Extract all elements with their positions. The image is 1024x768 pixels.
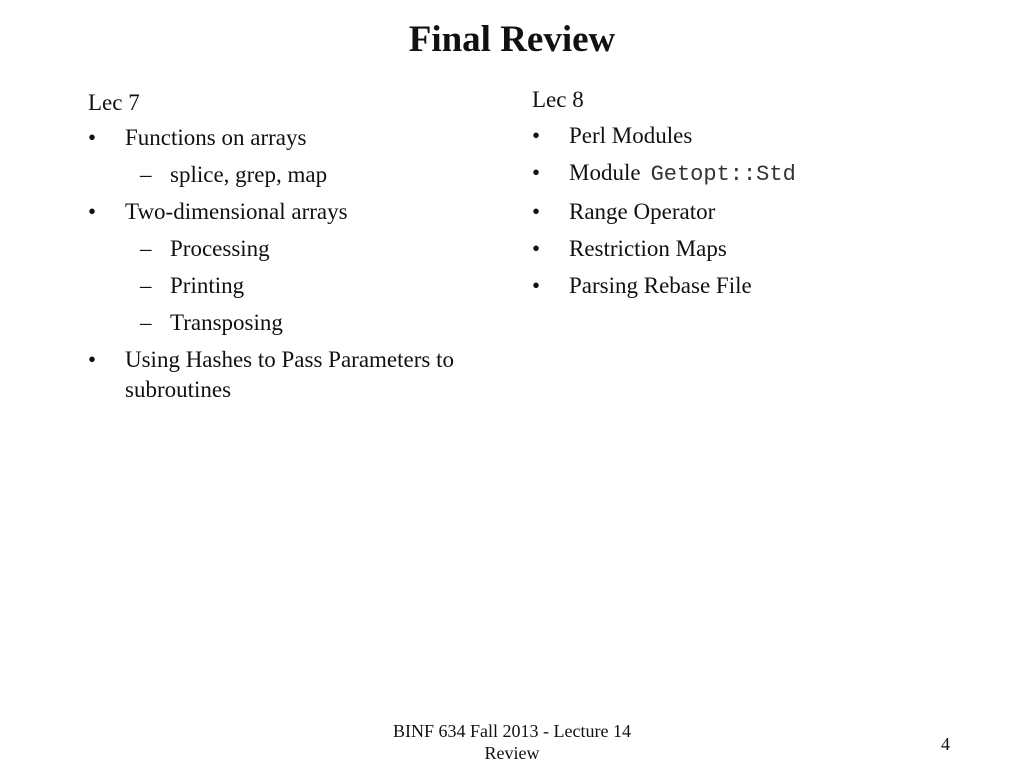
list-item-text: Two-dimensional arrays	[125, 199, 348, 224]
sub-list-item	[88, 160, 508, 190]
list-item	[532, 158, 952, 190]
sub-list-item	[88, 271, 508, 301]
bullet: •	[88, 199, 97, 224]
list-item	[88, 123, 508, 153]
sub-list-item-text: Transposing	[170, 310, 283, 335]
bullet: •	[88, 347, 97, 372]
list-item-text: Restriction Maps	[569, 236, 727, 261]
footer-subtitle-line: Review	[484, 743, 540, 763]
bullet: •	[532, 199, 541, 224]
sub-list-item	[88, 308, 508, 338]
dash: –	[140, 162, 152, 187]
right-column-heading: Lec 8	[532, 87, 584, 112]
list-item	[532, 234, 952, 264]
bullet: •	[88, 125, 97, 150]
bullet: •	[532, 273, 541, 298]
list-item-text: Functions on arrays	[125, 125, 307, 150]
list-item-text: Range Operator	[569, 199, 716, 224]
sub-list-item	[88, 234, 508, 264]
list-item-text: Perl Modules	[569, 123, 693, 148]
list-item-text: Module	[569, 160, 641, 185]
dash: –	[140, 310, 152, 335]
sub-list-item-text: splice, grep, map	[170, 162, 328, 187]
bullet: •	[532, 160, 541, 185]
left-column	[88, 88, 508, 412]
right-column	[532, 85, 952, 308]
list-item-text: Parsing Rebase File	[569, 273, 752, 298]
footer-course-line: BINF 634 Fall 2013 - Lecture 14	[393, 721, 631, 741]
slide-footer	[332, 720, 692, 764]
page-number: 4	[941, 734, 950, 754]
sub-list-item-text: Printing	[170, 273, 245, 298]
dash: –	[140, 273, 152, 298]
left-column-heading: Lec 7	[88, 90, 140, 115]
bullet: •	[532, 123, 541, 148]
code-text: Getopt::Std	[650, 162, 796, 187]
list-item	[532, 197, 952, 227]
list-item-text: Using Hashes to Pass Parameters to subroutines	[125, 347, 454, 402]
sub-list-item-text: Processing	[170, 236, 270, 261]
list-item	[532, 121, 952, 151]
slide-title: Final Review	[408, 19, 616, 60]
list-item	[88, 197, 508, 227]
list-item	[88, 345, 508, 405]
bullet: •	[532, 236, 541, 261]
list-item	[532, 271, 952, 301]
dash: –	[140, 236, 152, 261]
